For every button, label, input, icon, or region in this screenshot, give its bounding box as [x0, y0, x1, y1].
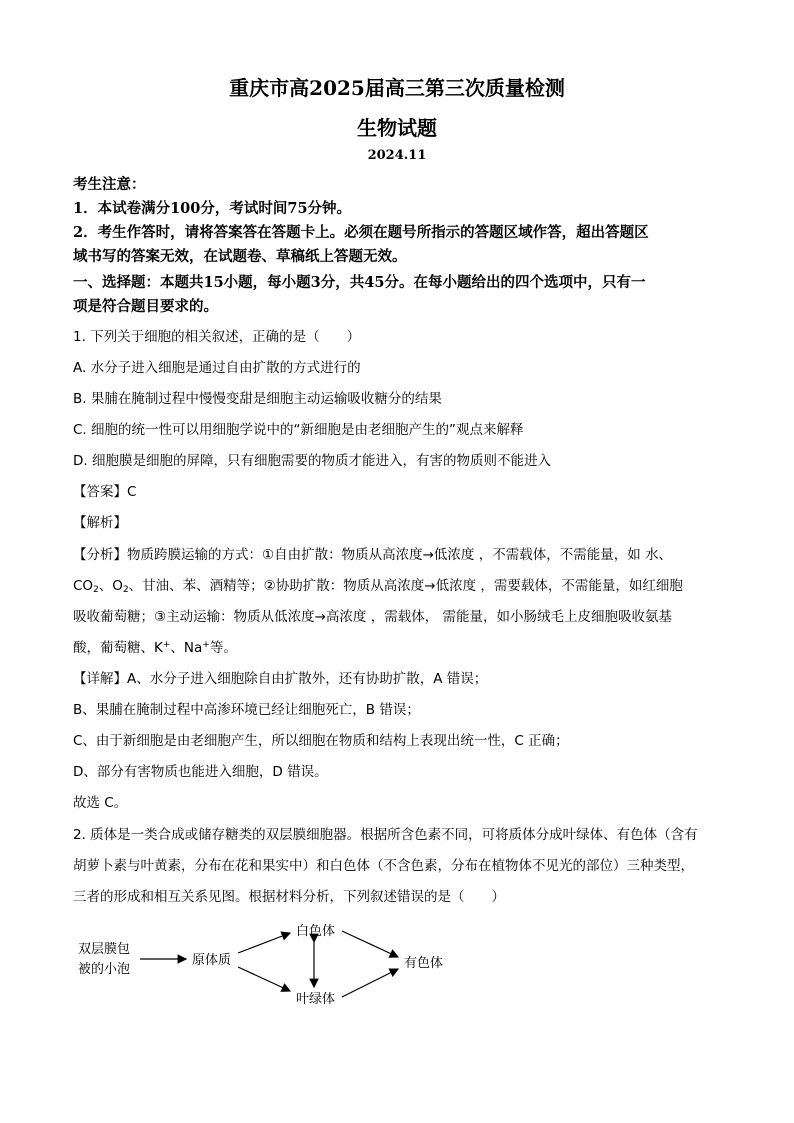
question-1-answer: 【答案】C	[73, 484, 137, 500]
exam-title: 重庆市高2025届高三第三次质量检测	[229, 76, 565, 100]
detail-c: C、由于新细胞是由老细胞产生，所以细胞在物质和结构上表现出统一性，C 正确；	[73, 733, 569, 749]
subscript-2-b: 2	[122, 585, 129, 595]
arrow-leucoplast-to-chromoplast	[342, 931, 398, 957]
analysis-line-1: 【分析】物质跨膜运输的方式：①自由扩散：物质从高浓度→低浓度 ，不需载体，不需能量，如 水、	[73, 547, 672, 563]
notice-item-1: 1．本试卷满分100分，考试时间75分钟。	[73, 200, 352, 217]
co-text: CO	[73, 578, 94, 594]
notice-heading: 考生注意：	[73, 176, 146, 193]
question-1-option-d: D. 细胞膜是细胞的屏障，只有细胞需要的物质才能进入，有害的物质则不能进入	[73, 453, 551, 469]
detail-a: 【详解】A、水分子进入细胞除自由扩散外，还有协助扩散，A 错误；	[73, 671, 488, 687]
diagram-leucoplast-label: 白色体	[296, 924, 336, 939]
exam-subject: 生物试题	[357, 116, 437, 140]
question-2-stem-line-2: 胡萝卜素与叶黄素，分布在花和果实中）和白色体（不含色素，分布在植物体不见光的部位）三种类型，	[73, 858, 694, 874]
diagram-proplastid-label: 原体质	[192, 953, 232, 968]
analysis-line-3: 吸收葡萄糖；③主动运输：物质从低浓度→高浓度 ，需载体， 需能量，如小肠绒毛上皮细胞吸收氨基	[73, 609, 672, 625]
superscript-plus: +	[162, 640, 171, 650]
notice-item-2-line-2: 域书写的答案无效，在试题卷、草稿纸上答题无效。	[73, 248, 407, 265]
question-1-conclusion: 故选 C。	[73, 795, 128, 811]
arrow-proplastid-to-leucoplast	[238, 933, 290, 953]
analysis-line-4-pre: 酸，葡萄糖、K	[73, 640, 163, 656]
question-1-stem: 1. 下列关于细胞的相关叙述，正确的是（ ）	[73, 329, 361, 345]
analysis-line-2	[73, 574, 733, 595]
o-text: 、O	[98, 578, 123, 594]
subscript-2: 2	[93, 585, 99, 595]
diagram-chloroplast-label: 叶绿体	[296, 992, 336, 1007]
question-1-option-b: B. 果脯在腌制过程中慢慢变甜是细胞主动运输吸收糖分的结果	[73, 391, 442, 407]
analysis-line-4-mid: 、Na	[170, 640, 203, 656]
notice-item-2-line-1: 2．考生作答时，请将答案答在答题卡上。必须在题号所指示的答题区域作答，超出答题区	[73, 224, 649, 241]
section-heading-line-1: 一、选择题：本题共15小题，每小题3分，共45分。在每小题给出的四个选项中，只有一	[73, 274, 646, 291]
question-1-option-a: A. 水分子进入细胞是通过自由扩散的方式进行的	[73, 360, 361, 376]
detail-d: D、部分有害物质也能进入细胞，D 错误。	[73, 764, 328, 780]
analysis-line-4-end: 等。	[209, 640, 237, 656]
diagram-source-label-1: 双层膜包	[78, 942, 131, 957]
arrow-proplastid-to-chloroplast	[238, 967, 290, 991]
arrow-chloroplast-to-chromoplast	[342, 969, 398, 997]
question-1-option-c: C. 细胞的统一性可以用细胞学说中的“新细胞是由老细胞产生的”观点来解释	[73, 422, 524, 438]
diagram-chromoplast-label: 有色体	[404, 956, 444, 971]
plastid-diagram	[60, 915, 480, 1015]
analysis-line-4	[73, 636, 733, 656]
exam-date: 2024.11	[367, 148, 427, 163]
section-heading-line-2: 项是符合题目要求的。	[73, 298, 218, 315]
diagram-source-label-2: 被的小泡	[78, 962, 131, 977]
question-2-stem-line-3: 三者的形成和相互关系见图。根据材料分析，下列叙述错误的是（ ）	[73, 889, 505, 905]
superscript-plus-b: +	[202, 640, 210, 650]
detail-b: B、果脯在腌制过程中高渗环境已经让细胞死亡，B 错误；	[73, 702, 420, 718]
analysis-line-2-rest: 、甘油、苯、酒精等；②协助扩散：物质从高浓度→低浓度 ，需要载体，不需能量，如红细胞	[128, 578, 683, 594]
question-1-analysis-label: 【解析】	[73, 515, 127, 531]
question-2-stem-line-1: 2. 质体是一类合成或储存糖类的双层膜细胞器。根据所含色素不同，可将质体分成叶绿体、有色体（含有	[73, 827, 698, 843]
